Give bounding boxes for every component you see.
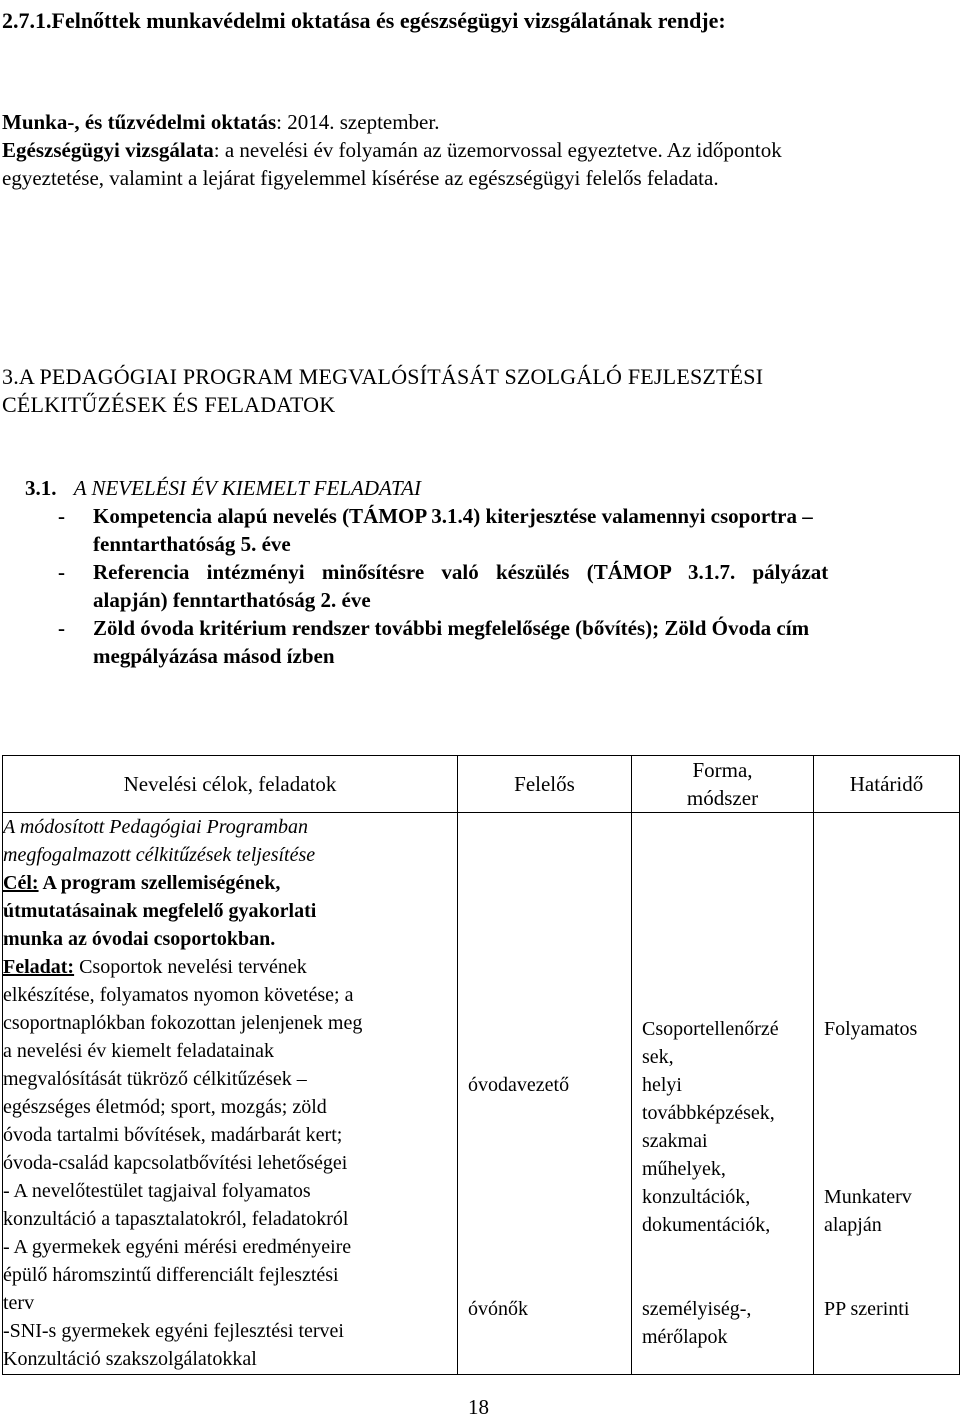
header-deadline: Határidő	[814, 756, 960, 813]
header-responsible: Felelős	[458, 756, 632, 813]
task-line: elkészítése, folyamatos nyomon követése; a	[3, 984, 354, 1006]
bullet-1-line2: fenntarthatóság 5. éve	[93, 532, 291, 556]
header-method	[632, 756, 814, 813]
goal-text: A program szellemiségének,	[38, 872, 281, 894]
header-goals: Nevelési célok, feladatok	[3, 756, 458, 813]
responsible-leader: óvodavezető	[468, 1074, 570, 1096]
task-line: konzultáció a tapasztalatokról, feladatokról	[3, 1208, 349, 1230]
goal-line: útmutatásainak megfelelő gyakorlati	[3, 900, 317, 922]
method-line: mérőlapok	[642, 1326, 728, 1348]
method-line: műhelyek,	[642, 1158, 726, 1180]
task-label: Feladat:	[3, 956, 75, 978]
paragraph-line-training	[2, 110, 439, 135]
tasks-table	[2, 755, 960, 1375]
deadline-pp: PP szerinti	[824, 1298, 910, 1320]
method-line: személyiség-,	[642, 1298, 752, 1320]
health-value: : a nevelési év folyamán az üzemorvossal egyeztetve. Az időpontok	[213, 138, 782, 162]
section-heading-3-line2: CÉLKITŰZÉSEK ÉS FELADATOK	[2, 392, 336, 417]
page-number: 18	[468, 1395, 489, 1419]
task-line: a nevelési év kiemelt feladatainak	[3, 1040, 274, 1062]
task-text: Csoportok nevelési tervének	[74, 956, 307, 978]
section-number: 3.1.	[25, 476, 57, 500]
section-title: A NEVELÉSI ÉV KIEMELT FELADATAI	[73, 476, 421, 500]
bullet-dash: -	[58, 616, 65, 640]
bullet-dash: -	[58, 504, 65, 528]
section-heading-3-1	[25, 476, 421, 501]
method-line: helyi	[642, 1074, 682, 1096]
health-label: Egészségügyi vizsgálata	[2, 138, 214, 162]
task-line: terv	[3, 1292, 35, 1314]
deadline-workplan	[824, 1183, 912, 1239]
responsible-teachers: óvónők	[468, 1298, 528, 1320]
method-list-a	[642, 1015, 779, 1239]
goals-intro-line2: megfogalmazott célkitűzések teljesítése	[3, 844, 316, 866]
method-line: dokumentációk,	[642, 1214, 771, 1236]
method-line: szakmai	[642, 1130, 708, 1152]
method-cell	[632, 813, 814, 1375]
task-line: - A gyermekek egyéni mérési eredményeire	[3, 1236, 352, 1258]
task-line: épülő háromszintű differenciált fejlesztési	[3, 1264, 339, 1286]
task-line: megvalósítását tükröző célkitűzések –	[3, 1068, 307, 1090]
deadline-cell	[814, 813, 960, 1375]
goals-cell	[3, 813, 458, 1375]
bullet-2-line1: Referencia intézményi minősítésre való készülés (TÁMOP 3.1.7. pályázat	[93, 560, 829, 584]
task-line: egészséges életmód; sport, mozgás; zöld	[3, 1096, 327, 1118]
task-line: -SNI-s gyermekek egyéni fejlesztési tervei	[3, 1320, 344, 1342]
method-line: konzultációk,	[642, 1186, 751, 1208]
deadline-continuous: Folyamatos	[824, 1018, 918, 1040]
goals-intro-line1: A módosított Pedagógiai Programban	[3, 816, 308, 838]
task-line: óvoda-család kapcsolatbővítési lehetőségei	[3, 1152, 348, 1174]
goal-line: munka az óvodai csoportokban.	[3, 928, 276, 950]
task-line: - A nevelőtestület tagjaival folyamatos	[3, 1180, 311, 1202]
header-method-line2: módszer	[686, 786, 759, 810]
task-line: csoportnaplókban fokozottan jelenjenek meg	[3, 1012, 363, 1034]
method-line: Csoportellenőrzé	[642, 1018, 779, 1040]
task-line	[3, 953, 457, 981]
responsible-cell	[458, 813, 632, 1375]
task-line: óvoda tartalmi bővítések, madárbarát kert;	[3, 1124, 343, 1146]
method-line: továbbképzések,	[642, 1102, 775, 1124]
deadline-line: alapján	[824, 1214, 882, 1236]
section-heading-3-line1: 3.A PEDAGÓGIAI PROGRAM MEGVALÓSÍTÁSÁT SZOLGÁLÓ FEJLESZTÉSI	[2, 364, 764, 389]
section-heading-2-7-1: 2.7.1.Felnőttek munkavédelmi oktatása és egészségügyi vizsgálatának rendje:	[2, 8, 726, 33]
deadline-line: Munkaterv	[824, 1186, 912, 1208]
training-value: : 2014. szeptember.	[276, 110, 440, 134]
bullet-2-line2: alapján) fenntarthatóság 2. éve	[93, 588, 371, 612]
goal-line	[3, 869, 457, 897]
table-row	[3, 813, 960, 1375]
method-line: sek,	[642, 1046, 674, 1068]
table-header-row	[3, 756, 960, 813]
task-line: Konzultáció szakszolgálatokkal	[3, 1348, 257, 1370]
paragraph-line-health	[2, 138, 782, 163]
training-label: Munka-, és tűzvédelmi oktatás	[2, 110, 277, 134]
goal-label: Cél:	[3, 872, 39, 894]
method-list-b	[642, 1295, 751, 1351]
header-method-line1: Forma,	[692, 758, 753, 782]
bullet-3-line1: Zöld óvoda kritérium rendszer további megfelelősége (bővítés); Zöld Óvoda cím	[93, 616, 810, 640]
bullet-1-line1: Kompetencia alapú nevelés (TÁMOP 3.1.4) kiterjesztése valamennyi csoportra –	[93, 504, 813, 528]
bullet-3-line2: megpályázása másod ízben	[93, 644, 335, 668]
paragraph-line-health-cont: egyeztetése, valamint a lejárat figyelemmel kísérése az egészségügyi felelős feladata.	[2, 166, 719, 190]
bullet-dash: -	[58, 560, 65, 584]
